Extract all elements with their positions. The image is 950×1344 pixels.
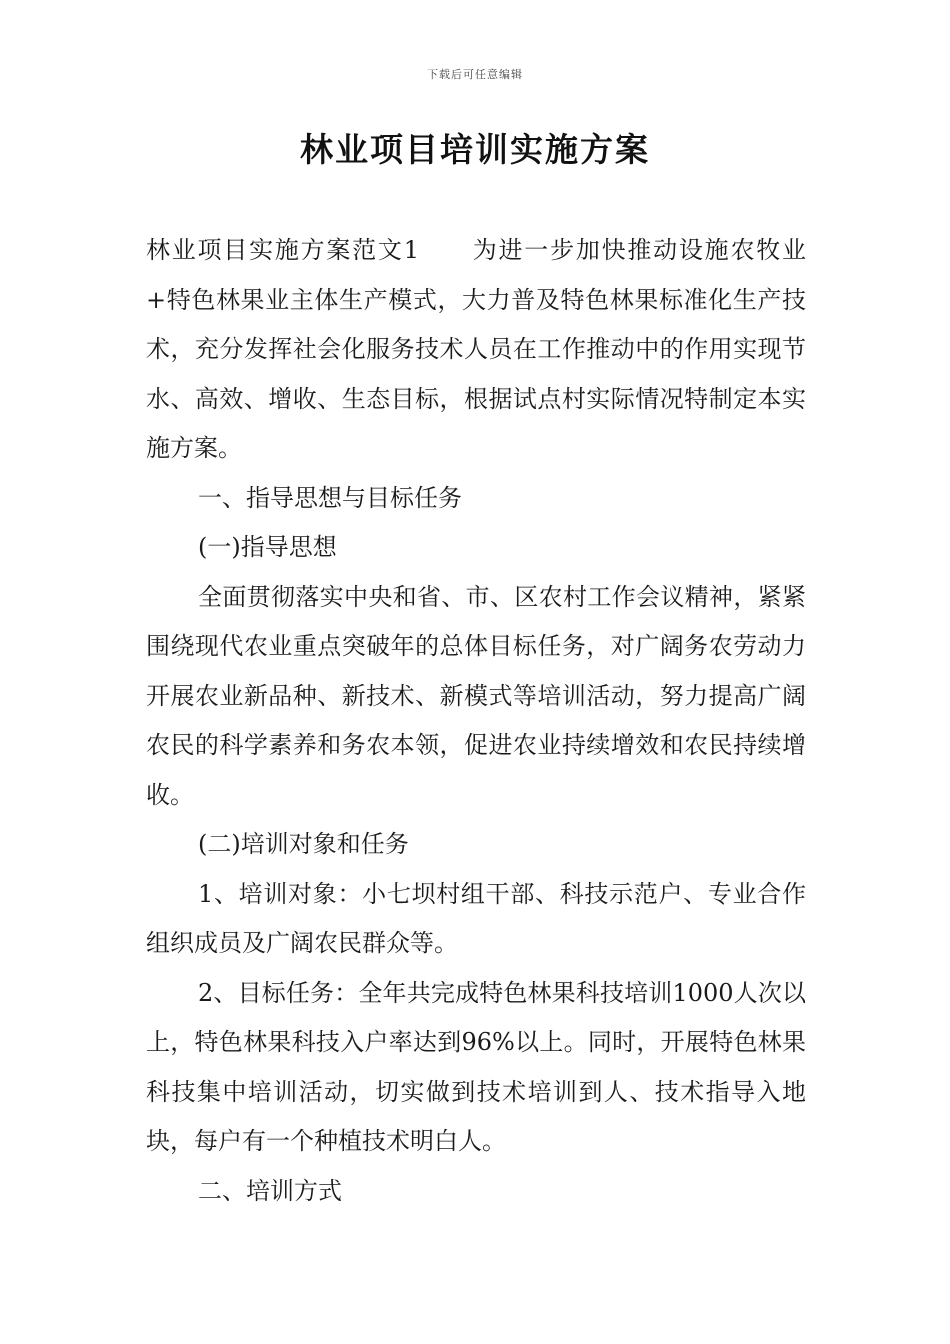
document-body [146, 226, 806, 1216]
document-title: 林业项目培训实施方案 [300, 130, 650, 169]
page-header-note: 下载后可任意编辑 [427, 68, 523, 81]
subsection-heading-targets: (二)培训对象和任务 [198, 830, 409, 858]
paragraph-targets-1: 1、培训对象：小七坝村组干部、科技示范户、专业合作组织成员及广阔农民群众等。 [146, 879, 806, 957]
subsection-heading-guiding: (一)指导思想 [198, 533, 337, 561]
paragraph-targets-2: 2、目标任务：全年共完成特色林果科技培训1000人次以上，特色林果科技入户率达到96%以上。同时，开展特色林果科技集中培训活动，切实做到技术培训到人、技术指导入地块，每户有一个种植技术明白人。 [146, 978, 806, 1155]
intro-label: 林业项目实施方案范文1 [146, 236, 419, 264]
intro-paragraph [146, 226, 806, 474]
intro-text: 为进一步加快推动设施农牧业+特色林果业主体生产模式，大力普及特色林果标准化生产技术，充分发挥社会化服务技术人员在工作推动中的作用实现节水、高效、增收、生态目标，根据试点村实际情况特制定本实施方案。 [146, 236, 806, 462]
section-heading-1: 一、指导思想与目标任务 [198, 483, 462, 512]
paragraph-guiding: 全面贯彻落实中央和省、市、区农村工作会议精神，紧紧围绕现代农业重点突破年的总体目标任务，对广阔务农劳动力开展农业新品种、新技术、新模式等培训活动，努力提高广阔农民的科学素养和务农本领，促进农业持续增效和农民持续增收。 [146, 582, 806, 809]
section-heading-2: 二、培训方式 [198, 1176, 342, 1205]
